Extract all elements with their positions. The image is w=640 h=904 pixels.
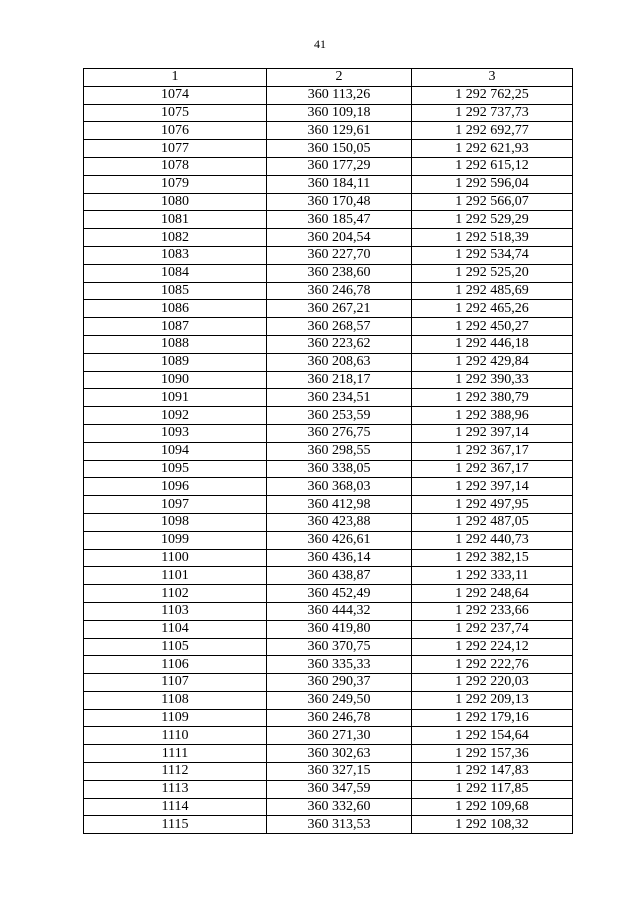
point-number-cell: 1101 (84, 567, 267, 585)
table-row (84, 264, 573, 282)
x-coordinate-cell: 360 267,21 (267, 300, 412, 318)
table-row (84, 86, 573, 104)
table-row (84, 780, 573, 798)
point-number-cell: 1092 (84, 407, 267, 425)
point-number-cell: 1080 (84, 193, 267, 211)
x-coordinate-cell: 360 253,59 (267, 407, 412, 425)
y-coordinate-cell: 1 292 388,96 (412, 407, 573, 425)
table-row (84, 157, 573, 175)
table-row (84, 638, 573, 656)
table-row (84, 211, 573, 229)
x-coordinate-cell: 360 177,29 (267, 157, 412, 175)
table-row (84, 763, 573, 781)
x-coordinate-cell: 360 204,54 (267, 229, 412, 247)
point-number-cell: 1081 (84, 211, 267, 229)
point-number-cell: 1089 (84, 353, 267, 371)
x-coordinate-cell: 360 347,59 (267, 780, 412, 798)
table-row (84, 513, 573, 531)
table-row (84, 674, 573, 692)
y-coordinate-cell: 1 292 333,11 (412, 567, 573, 585)
y-coordinate-cell: 1 292 596,04 (412, 175, 573, 193)
point-number-cell: 1102 (84, 585, 267, 603)
table-row (84, 282, 573, 300)
x-coordinate-cell: 360 452,49 (267, 585, 412, 603)
y-coordinate-cell: 1 292 154,64 (412, 727, 573, 745)
point-number-cell: 1113 (84, 780, 267, 798)
x-coordinate-cell: 360 234,51 (267, 389, 412, 407)
y-coordinate-cell: 1 292 222,76 (412, 656, 573, 674)
table-row (84, 478, 573, 496)
x-coordinate-cell: 360 276,75 (267, 424, 412, 442)
table-row (84, 656, 573, 674)
table-row (84, 691, 573, 709)
point-number-cell: 1099 (84, 531, 267, 549)
x-coordinate-cell: 360 150,05 (267, 140, 412, 158)
table-row (84, 531, 573, 549)
y-coordinate-cell: 1 292 529,29 (412, 211, 573, 229)
x-coordinate-cell: 360 218,17 (267, 371, 412, 389)
x-coordinate-cell: 360 249,50 (267, 691, 412, 709)
y-coordinate-cell: 1 292 237,74 (412, 620, 573, 638)
y-coordinate-cell: 1 292 157,36 (412, 745, 573, 763)
x-coordinate-cell: 360 113,26 (267, 86, 412, 104)
y-coordinate-cell: 1 292 397,14 (412, 478, 573, 496)
table-row (84, 442, 573, 460)
x-coordinate-cell: 360 271,30 (267, 727, 412, 745)
x-coordinate-cell: 360 313,53 (267, 816, 412, 834)
point-number-cell: 1078 (84, 157, 267, 175)
y-coordinate-cell: 1 292 109,68 (412, 798, 573, 816)
x-coordinate-cell: 360 327,15 (267, 763, 412, 781)
y-coordinate-cell: 1 292 446,18 (412, 335, 573, 353)
table-row (84, 353, 573, 371)
coordinates-table (83, 68, 573, 834)
y-coordinate-cell: 1 292 518,39 (412, 229, 573, 247)
table-row (84, 300, 573, 318)
point-number-cell: 1115 (84, 816, 267, 834)
point-number-cell: 1074 (84, 86, 267, 104)
y-coordinate-cell: 1 292 390,33 (412, 371, 573, 389)
point-number-cell: 1083 (84, 246, 267, 264)
x-coordinate-cell: 360 185,47 (267, 211, 412, 229)
point-number-cell: 1088 (84, 335, 267, 353)
y-coordinate-cell: 1 292 615,12 (412, 157, 573, 175)
page-number: 41 (314, 37, 326, 51)
table-row (84, 496, 573, 514)
table-row (84, 424, 573, 442)
x-coordinate-cell: 360 419,80 (267, 620, 412, 638)
table-row (84, 460, 573, 478)
x-coordinate-cell: 360 370,75 (267, 638, 412, 656)
table-row (84, 567, 573, 585)
y-coordinate-cell: 1 292 762,25 (412, 86, 573, 104)
y-coordinate-cell: 1 292 621,93 (412, 140, 573, 158)
table-row (84, 620, 573, 638)
y-coordinate-cell: 1 292 108,32 (412, 816, 573, 834)
column-header-2: 2 (267, 69, 412, 87)
point-number-cell: 1109 (84, 709, 267, 727)
table-row (84, 140, 573, 158)
x-coordinate-cell: 360 412,98 (267, 496, 412, 514)
point-number-cell: 1095 (84, 460, 267, 478)
y-coordinate-cell: 1 292 497,95 (412, 496, 573, 514)
y-coordinate-cell: 1 292 692,77 (412, 122, 573, 140)
table-body (84, 86, 573, 833)
table-row (84, 389, 573, 407)
x-coordinate-cell: 360 208,63 (267, 353, 412, 371)
table-row (84, 229, 573, 247)
x-coordinate-cell: 360 444,32 (267, 602, 412, 620)
y-coordinate-cell: 1 292 209,13 (412, 691, 573, 709)
table-row (84, 104, 573, 122)
point-number-cell: 1105 (84, 638, 267, 656)
y-coordinate-cell: 1 292 367,17 (412, 442, 573, 460)
table-header (84, 69, 573, 87)
y-coordinate-cell: 1 292 397,14 (412, 424, 573, 442)
y-coordinate-cell: 1 292 367,17 (412, 460, 573, 478)
y-coordinate-cell: 1 292 382,15 (412, 549, 573, 567)
y-coordinate-cell: 1 292 440,73 (412, 531, 573, 549)
x-coordinate-cell: 360 298,55 (267, 442, 412, 460)
point-number-cell: 1104 (84, 620, 267, 638)
x-coordinate-cell: 360 170,48 (267, 193, 412, 211)
x-coordinate-cell: 360 368,03 (267, 478, 412, 496)
point-number-cell: 1112 (84, 763, 267, 781)
table-row (84, 745, 573, 763)
y-coordinate-cell: 1 292 147,83 (412, 763, 573, 781)
x-coordinate-cell: 360 338,05 (267, 460, 412, 478)
y-coordinate-cell: 1 292 450,27 (412, 318, 573, 336)
y-coordinate-cell: 1 292 117,85 (412, 780, 573, 798)
table-row (84, 318, 573, 336)
point-number-cell: 1110 (84, 727, 267, 745)
table-row (84, 371, 573, 389)
column-header-3: 3 (412, 69, 573, 87)
y-coordinate-cell: 1 292 534,74 (412, 246, 573, 264)
point-number-cell: 1096 (84, 478, 267, 496)
point-number-cell: 1107 (84, 674, 267, 692)
point-number-cell: 1114 (84, 798, 267, 816)
point-number-cell: 1086 (84, 300, 267, 318)
x-coordinate-cell: 360 227,70 (267, 246, 412, 264)
y-coordinate-cell: 1 292 429,84 (412, 353, 573, 371)
point-number-cell: 1079 (84, 175, 267, 193)
y-coordinate-cell: 1 292 224,12 (412, 638, 573, 656)
point-number-cell: 1098 (84, 513, 267, 531)
x-coordinate-cell: 360 268,57 (267, 318, 412, 336)
x-coordinate-cell: 360 426,61 (267, 531, 412, 549)
table-row (84, 193, 573, 211)
column-header-1: 1 (84, 69, 267, 87)
x-coordinate-cell: 360 436,14 (267, 549, 412, 567)
header-row (84, 69, 573, 87)
y-coordinate-cell: 1 292 179,16 (412, 709, 573, 727)
table-row (84, 335, 573, 353)
point-number-cell: 1087 (84, 318, 267, 336)
point-number-cell: 1094 (84, 442, 267, 460)
y-coordinate-cell: 1 292 248,64 (412, 585, 573, 603)
x-coordinate-cell: 360 109,18 (267, 104, 412, 122)
x-coordinate-cell: 360 335,33 (267, 656, 412, 674)
table-row (84, 407, 573, 425)
point-number-cell: 1111 (84, 745, 267, 763)
point-number-cell: 1084 (84, 264, 267, 282)
x-coordinate-cell: 360 246,78 (267, 709, 412, 727)
table-row (84, 175, 573, 193)
x-coordinate-cell: 360 423,88 (267, 513, 412, 531)
point-number-cell: 1091 (84, 389, 267, 407)
table-row (84, 585, 573, 603)
point-number-cell: 1082 (84, 229, 267, 247)
point-number-cell: 1103 (84, 602, 267, 620)
y-coordinate-cell: 1 292 233,66 (412, 602, 573, 620)
y-coordinate-cell: 1 292 525,20 (412, 264, 573, 282)
y-coordinate-cell: 1 292 487,05 (412, 513, 573, 531)
x-coordinate-cell: 360 184,11 (267, 175, 412, 193)
x-coordinate-cell: 360 290,37 (267, 674, 412, 692)
y-coordinate-cell: 1 292 737,73 (412, 104, 573, 122)
point-number-cell: 1076 (84, 122, 267, 140)
x-coordinate-cell: 360 302,63 (267, 745, 412, 763)
table-row (84, 709, 573, 727)
point-number-cell: 1108 (84, 691, 267, 709)
table-row (84, 602, 573, 620)
y-coordinate-cell: 1 292 465,26 (412, 300, 573, 318)
y-coordinate-cell: 1 292 380,79 (412, 389, 573, 407)
table-row (84, 798, 573, 816)
table-row (84, 816, 573, 834)
table-row (84, 246, 573, 264)
y-coordinate-cell: 1 292 566,07 (412, 193, 573, 211)
y-coordinate-cell: 1 292 485,69 (412, 282, 573, 300)
x-coordinate-cell: 360 438,87 (267, 567, 412, 585)
point-number-cell: 1077 (84, 140, 267, 158)
table-row (84, 727, 573, 745)
point-number-cell: 1090 (84, 371, 267, 389)
x-coordinate-cell: 360 246,78 (267, 282, 412, 300)
point-number-cell: 1106 (84, 656, 267, 674)
x-coordinate-cell: 360 223,62 (267, 335, 412, 353)
x-coordinate-cell: 360 332,60 (267, 798, 412, 816)
point-number-cell: 1100 (84, 549, 267, 567)
table-row (84, 122, 573, 140)
x-coordinate-cell: 360 129,61 (267, 122, 412, 140)
point-number-cell: 1093 (84, 424, 267, 442)
y-coordinate-cell: 1 292 220,03 (412, 674, 573, 692)
table-row (84, 549, 573, 567)
x-coordinate-cell: 360 238,60 (267, 264, 412, 282)
point-number-cell: 1085 (84, 282, 267, 300)
point-number-cell: 1097 (84, 496, 267, 514)
point-number-cell: 1075 (84, 104, 267, 122)
